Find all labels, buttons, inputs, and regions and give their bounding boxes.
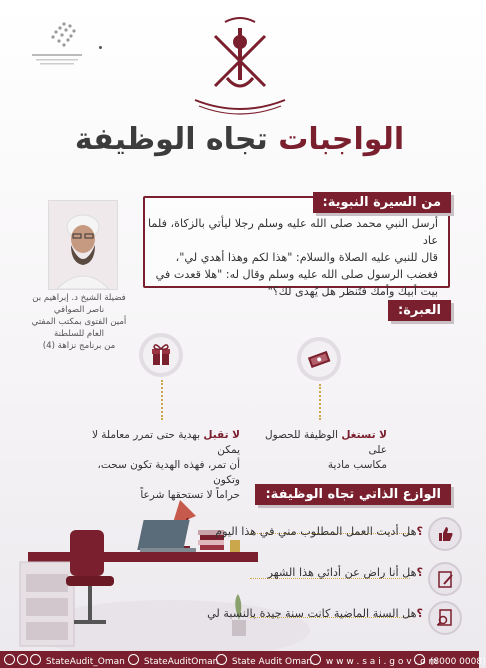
footer-website-text: w w w . s a i . g o v . o m [325, 657, 438, 667]
search-document-icon [428, 601, 462, 635]
quote-text [148, 215, 438, 300]
footer-handle-1: StateAudit_Oman [45, 657, 125, 667]
quote-line: فغضب الرسول صلى الله عليه وسلم وقال له: "هلا قعدت في [155, 268, 438, 281]
money-icon [301, 341, 337, 377]
motives-section-tag: الوازع الذاتي تجاه الوظيفة: [255, 484, 451, 505]
footer-social-2[interactable] [128, 654, 218, 667]
facebook-icon [216, 654, 227, 665]
question-3-mark: ؟ [416, 607, 423, 620]
page-title-part2: تجاه الوظيفة [74, 122, 268, 157]
office-desk-illustration [0, 490, 260, 652]
quote-line: قال للنبي عليه الصلاة والسلام: "هذا لكم وهذا أهدي لي"، [175, 251, 438, 264]
state-audit-emblem [185, 8, 295, 120]
page-title-part1: الواجبات [278, 122, 405, 157]
footer-phone-text: (8000 0008) [429, 657, 486, 667]
footer-handle-2: StateAuditOman [143, 657, 219, 667]
footer-social-1[interactable] [4, 654, 125, 667]
question-1 [215, 525, 423, 538]
quote-line: بيت أبيك وأمك فتُنظر هل يُهدى لك؟" [267, 285, 438, 298]
speaker-title: أمين الفتوى بمكتب المفتي العام للسلطنة [31, 317, 127, 339]
footer-bar [0, 651, 486, 668]
decorative-dot [99, 46, 102, 49]
speaker-program: من برنامج نزاهة (4) [42, 341, 116, 351]
question-3-text: هل السنة الماضية كانت سنة جيدة بالنسبة لي [207, 607, 417, 620]
lesson-right-line2: مكاسب مادية [327, 459, 387, 471]
quote-line: أرسل النبي محمد صلى الله عليه وسلم رجلا ليأتي بالزكاة، فلما عاد [148, 217, 438, 247]
footer-social-3[interactable] [216, 654, 312, 667]
globe-icon [310, 654, 321, 665]
question-1-text: هل أديت العمل المطلوب مني في هذا اليوم [215, 525, 417, 538]
lesson-right-text: الوظيفة للحصول على [265, 429, 387, 456]
thumbs-up-icon [428, 517, 462, 551]
lessons-section-tag: العبرة: [388, 300, 451, 321]
youtube-icon [30, 654, 41, 665]
lesson-right [245, 428, 387, 473]
footer-phone[interactable] [414, 654, 486, 667]
twitter-icon [17, 654, 28, 665]
edit-document-icon [428, 562, 462, 596]
lesson-right-highlight: لا تستغل [341, 429, 387, 441]
vision-2040-logo [26, 14, 90, 70]
question-2 [268, 566, 423, 579]
lesson-left-highlight: لا تقبل [203, 429, 240, 441]
question-2-text: هل أنا راض عن أدائي هذا الشهر [267, 566, 417, 579]
phone-icon [414, 654, 425, 665]
lesson-left-line3: حراماً لا تستحقها شرعاً [140, 489, 240, 501]
page-title [0, 120, 479, 160]
lesson-left-text: بهدية حتى تمرر معاملة لا يمكن [91, 429, 240, 456]
question-2-mark: ؟ [416, 566, 423, 579]
lesson-left-line2: أن تمر، فهذه الهدية تكون سحت، وتكون [97, 459, 240, 486]
speaker-name: فضيلة الشيخ د. إبراهيم بن ناصر الصوافي [32, 293, 126, 315]
instagram-icon [4, 654, 15, 665]
question-1-mark: ؟ [416, 525, 423, 538]
gift-icon [143, 337, 179, 373]
question-3 [207, 607, 423, 620]
linkedin-icon [128, 654, 139, 665]
dotted-connector [161, 380, 163, 420]
speaker-caption [24, 292, 134, 352]
quote-section-tag: من السيرة النبوية: [313, 192, 452, 213]
speaker-portrait [48, 200, 118, 290]
dotted-connector [319, 384, 321, 420]
footer-handle-3: State Audit Oman [231, 657, 313, 667]
